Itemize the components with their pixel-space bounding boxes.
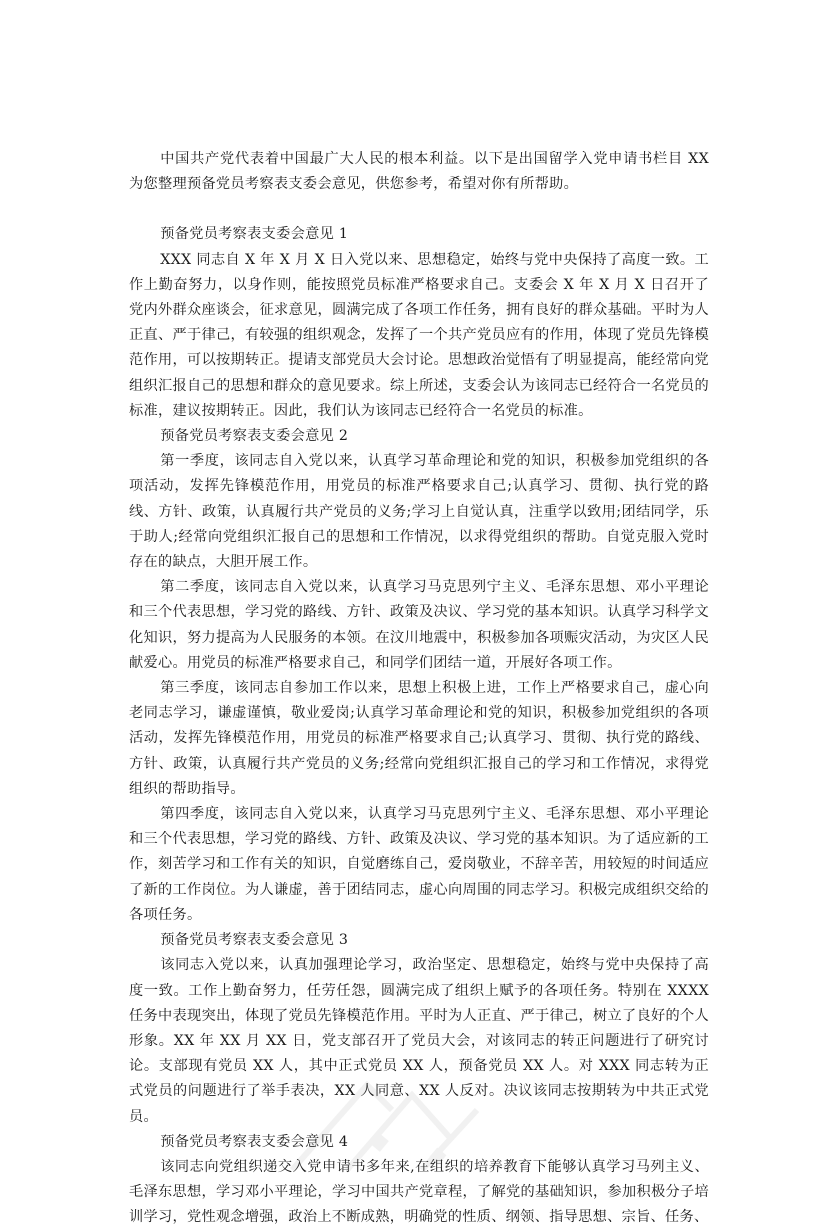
section-1 <box>129 222 709 424</box>
section-paragraph: 第一季度，该同志自入党以来，认真学习革命理论和党的知识，积极参加党组织的各项活动，发挥先锋模范作用，用党员的标准严格要求自己;认真学习、贯彻、执行党的路线、方针、政策，认真履行共产党员的义务;学习上自觉认真，注重学以致用;团结同学，乐于助人;经常向党组织汇报自己的思想和工作情况，以求得党组织的帮助。自觉克服入党时存在的缺点，大胆开展工作。 <box>129 453 709 571</box>
intro-paragraph: 中国共产党代表着中国最广大人民的根本利益。以下是出国留学入党申请书栏目 XX 为您整理预备党员考察表支委会意见，供您参考，希望对你有所帮助。 <box>129 151 709 193</box>
section-title: 预备党员考察表支委会意见 4 <box>160 1133 349 1150</box>
section-title: 预备党员考察表支委会意见 3 <box>160 932 349 949</box>
section-paragraph: 该同志向党组织递交入党申请书多年来,在组织的培养教育下能够认真学习马列主义、毛泽东思想，学习邓小平理论，学习中国共产党章程，了解党的基础知识，参加积极分子培训学习，党性观念增强，政治上不断成熟，明确党的性质、纲领、指导思想、宗旨、任务、 <box>129 1158 709 1226</box>
section-paragraph: 该同志入党以来，认真加强理论学习，政治坚定、思想稳定，始终与党中央保持了高度一致。工作上勤奋努力，任劳任怨，圆满完成了组织上赋予的各项任务。特别在 XXXX 任务中表现突出，体现了党员先锋模范作用。平时为人正直、严于律己，树立了良好的个人形象。XX 年 XX 月 XX 日，党支部召开了党员大会，对该同志的转正问题进行了研究讨论。支部现有党员 XX 人，其中正式党员 XX 人，预备党员 XX 人。对 XXX 同志转为正式党员的问题进行了举手表决，XX 人同意、XX 人反对。决议该同志按期转为中共正式党员。 <box>129 957 709 1125</box>
section-paragraph: XXX 同志自 X 年 X 月 X 日入党以来、思想稳定，始终与党中央保持了高度一致。工作上勤奋努力，以身作则，能按照党员标准严格要求自己。支委会 X 年 X 月 X 日召开了党内外群众座谈会，征求意见，圆满完成了各项工作任务，拥有良好的群众基础。平时为人正直、严于律己，有较强的组织观念，发挥了一个共产党员应有的作用，体现了党员先锋模范作用，可以按期转正。提请支部党员大会讨论。思想政治觉悟有了明显提高，能经常向党组织汇报自己的思想和群众的意见要求。综上所述，支委会认为该同志已经符合一名党员的标准，建议按期转正。因此，我们认为该同志已经符合一名党员的标准。 <box>129 251 709 419</box>
section-paragraph: 第二季度，该同志自入党以来，认真学习马克思列宁主义、毛泽东思想、邓小平理论和三个代表思想，学习党的路线、方针、政策及决议、学习党的基本知识。认真学习科学文化知识，努力提高为人民服务的本领。在汶川地震中，积极参加各项赈灾活动，为灾区人民献爱心。用党员的标准严格要求自己，和同学们团结一道，开展好各项工作。 <box>129 579 709 671</box>
section-title: 预备党员考察表支委会意见 2 <box>160 428 349 445</box>
section-paragraph: 第三季度，该同志自参加工作以来，思想上积极上进，工作上严格要求自己，虚心向老同志学习，谦虚谨慎，敬业爱岗;认真学习革命理论和党的知识，积极参加党组织的各项活动，发挥先锋模范作用，用党员的标准严格要求自己;认真学习、贯彻、执行党的路线、方针、政策，认真履行共产党员的义务;经常向党组织汇报自己的学习和工作情况，求得党组织的帮助指导。 <box>129 680 709 797</box>
watermark-logo-icon <box>272 1065 502 1175</box>
section-title: 预备党员考察表支委会意见 1 <box>160 226 349 243</box>
section-paragraph: 第四季度，该同志自入党以来，认真学习马克思列宁主义、毛泽东思想、邓小平理论和三个代表思想，学习党的路线、方针、政策及决议、学习党的基本知识。为了适应新的工作，刻苦学习和工作有关的知识，自觉磨练自己，爱岗敬业，不辞辛苦，用较短的时间适应了新的工作岗位。为人谦虚，善于团结同志，虚心向周围的同志学习。积极完成组织交给的各项任务。 <box>129 806 709 923</box>
section-2 <box>129 424 709 928</box>
